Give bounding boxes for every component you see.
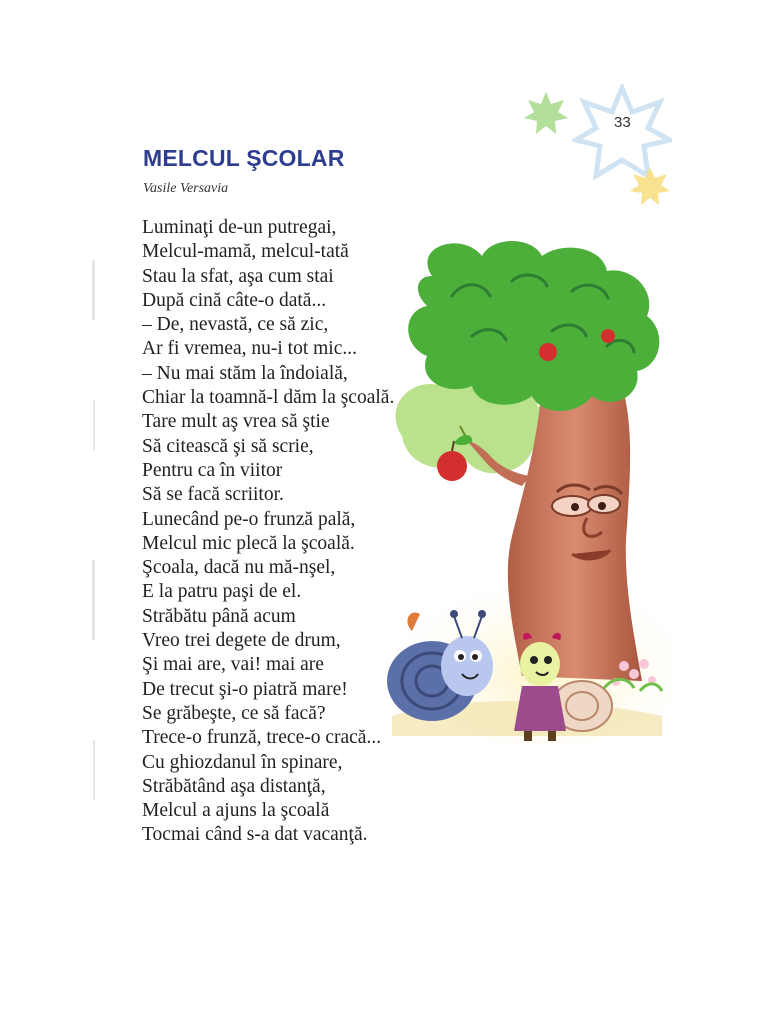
poem-line: E la patru paşi de el. <box>142 581 302 603</box>
poem-line: Luminaţi de-un putregai, <box>142 217 337 238</box>
poem-line: Ar fi vremea, nu-i tot mic... <box>142 338 357 360</box>
page-number: 33 <box>614 114 631 131</box>
poem-line: Străbătând aşa distanţă, <box>142 775 326 797</box>
poem-line: De trecut şi-o piatră mare! <box>142 678 348 700</box>
poem-line: Stau la sfat, aşa cum stai <box>142 265 334 287</box>
poem-line: – Nu mai stăm la îndoială, <box>142 362 348 384</box>
poem-line: Străbătu până acum <box>142 605 296 627</box>
poem-line: Să citească şi să scrie, <box>142 435 314 457</box>
poem-line: Tare mult aş vrea să ştie <box>142 411 330 433</box>
poem-line: Şcoala, dacă nu mă-nşel, <box>142 557 336 579</box>
poem-line: Trece-o frunză, trece-o cracă... <box>142 727 382 749</box>
poem-line: Pentru ca în viitor <box>142 459 283 481</box>
tree-with-snails-illustration <box>372 236 672 756</box>
yellow-star-icon <box>628 165 672 209</box>
margin-scan-marks <box>88 260 102 860</box>
poem-line: Melcul a ajuns la şcoală <box>142 800 330 822</box>
poem-title: MELCUL ŞCOLAR <box>143 145 345 171</box>
poem-line: După cină câte-o dată... <box>142 289 327 311</box>
poem-line: Să se facă scriitor. <box>142 484 284 506</box>
poem-author: Vasile Versavia <box>143 181 229 196</box>
poem-line: Melcul-mamă, melcul-tată <box>142 241 349 263</box>
poem-line: Şi mai are, vai! mai are <box>142 654 324 676</box>
poem-line: Lunecând pe-o frunză pală, <box>142 508 356 530</box>
poem-line: Vreo trei degete de drum, <box>142 630 341 652</box>
poem-line: Tocmai când s-a dat vacanţă. <box>142 824 368 846</box>
poem-line: Se grăbeşte, ce să facă? <box>142 702 326 724</box>
poem-line: Chiar la toamnă-l dăm la şcoală. <box>142 387 395 409</box>
poem-line: Cu ghiozdanul în spinare, <box>142 751 343 773</box>
green-star-icon <box>522 90 570 138</box>
poem-line: Melcul mic plecă la şcoală. <box>142 532 355 554</box>
poem-body <box>142 216 394 848</box>
poem-line: – De, nevastă, ce să zic, <box>142 314 329 336</box>
